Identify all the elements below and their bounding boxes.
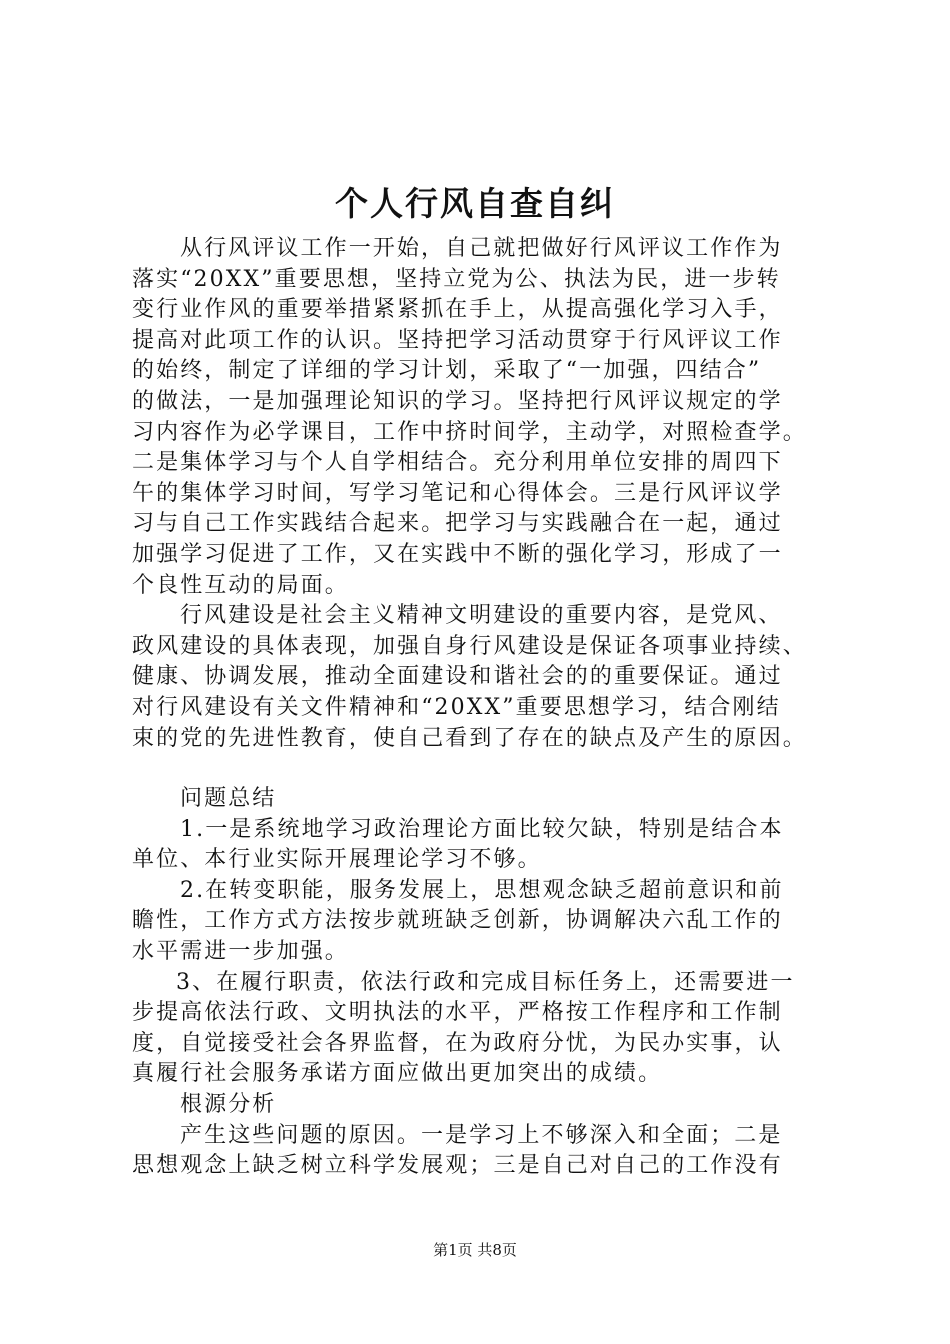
problem-item-1 [132, 815, 832, 876]
text-line: 提高对此项工作的认识。坚持把学习活动贯穿于行风评议工作 [132, 327, 783, 353]
text-line: 变行业作风的重要举措紧紧抓在手上，从提高强化学习入手， [132, 297, 783, 323]
text-line: 2.在转变职能，服务发展上，思想观念缺乏超前意识和前 [180, 877, 784, 903]
text-line: 束的党的先进性教育，使自己看到了存在的缺点及产生的原因。 [132, 725, 807, 751]
text-line: 政风建设的具体表现，加强自身行风建设是保证各项事业持续、 [132, 633, 807, 659]
page-footer: 第1页 共8页 [433, 1241, 517, 1259]
text-line: 思想观念上缺乏树立科学发展观；三是自己对自己的工作没有 [132, 1153, 783, 1179]
text-line: 的做法，一是加强理论知识的学习。坚持把行风评议规定的学 [132, 388, 783, 414]
text-line: 个良性互动的局面。 [132, 572, 349, 598]
text-line: 午的集体学习时间，写学习笔记和心得体会。三是行风评议学 [132, 480, 783, 506]
section-heading-problems: 问题总结 [180, 786, 277, 812]
text-line: 的始终，制定了详细的学习计划，采取了“一加强，四结合” [132, 358, 762, 384]
text-line: 度，自觉接受社会各界监督，在为政府分忧，为民办实事，认 [132, 1030, 783, 1056]
section-heading-root-cause: 根源分析 [180, 1092, 277, 1118]
problem-item-3 [132, 968, 832, 1090]
text-line: 水平需进一步加强。 [132, 939, 349, 965]
text-line: 3、在履行职责，依法行政和完成目标任务上，还需要进一 [176, 969, 795, 995]
blank-line [132, 754, 832, 784]
text-line: 习与自己工作实践结合起来。把学习与实践融合在一起，通过 [132, 511, 783, 537]
text-line: 真履行社会服务承诺方面应做出更加突出的成绩。 [132, 1061, 663, 1087]
text-line: 对行风建设有关文件精神和“20XX”重要思想学习，结合刚结 [132, 694, 781, 720]
paragraph-3 [132, 1121, 832, 1182]
text-line: 行风建设是社会主义精神文明建设的重要内容，是党风、 [180, 603, 783, 629]
text-line: 1.一是系统地学习政治理论方面比较欠缺，特别是结合本 [180, 816, 784, 842]
paragraph-2 [132, 601, 832, 754]
text-line: 落实“20XX”重要思想，坚持立党为公、执法为民，进一步转 [132, 266, 781, 292]
text-line: 瞻性，工作方式方法按步就班缺乏创新，协调解决六乱工作的 [132, 908, 783, 934]
text-line: 二是集体学习与个人自学相结合。充分利用单位安排的周四下 [132, 450, 783, 476]
problem-item-2 [132, 876, 832, 968]
document-body [132, 234, 832, 1182]
text-line: 步提高依法行政、文明执法的水平，严格按工作程序和工作制 [132, 1000, 783, 1026]
text-line: 习内容作为必学课目，工作中挤时间学，主动学，对照检查学。 [132, 419, 807, 445]
text-line: 单位、本行业实际开展理论学习不够。 [132, 847, 542, 873]
page-title: 个人行风自查自纠 [335, 184, 615, 223]
paragraph-1 [132, 234, 832, 601]
text-line: 产生这些问题的原因。一是学习上不够深入和全面；二是 [180, 1122, 783, 1148]
text-line: 加强学习促进了工作，又在实践中不断的强化学习，形成了一 [132, 541, 783, 567]
text-line: 健康、协调发展，推动全面建设和谐社会的的重要保证。通过 [132, 664, 783, 690]
text-line: 从行风评议工作一开始，自己就把做好行风评议工作作为 [180, 236, 783, 261]
